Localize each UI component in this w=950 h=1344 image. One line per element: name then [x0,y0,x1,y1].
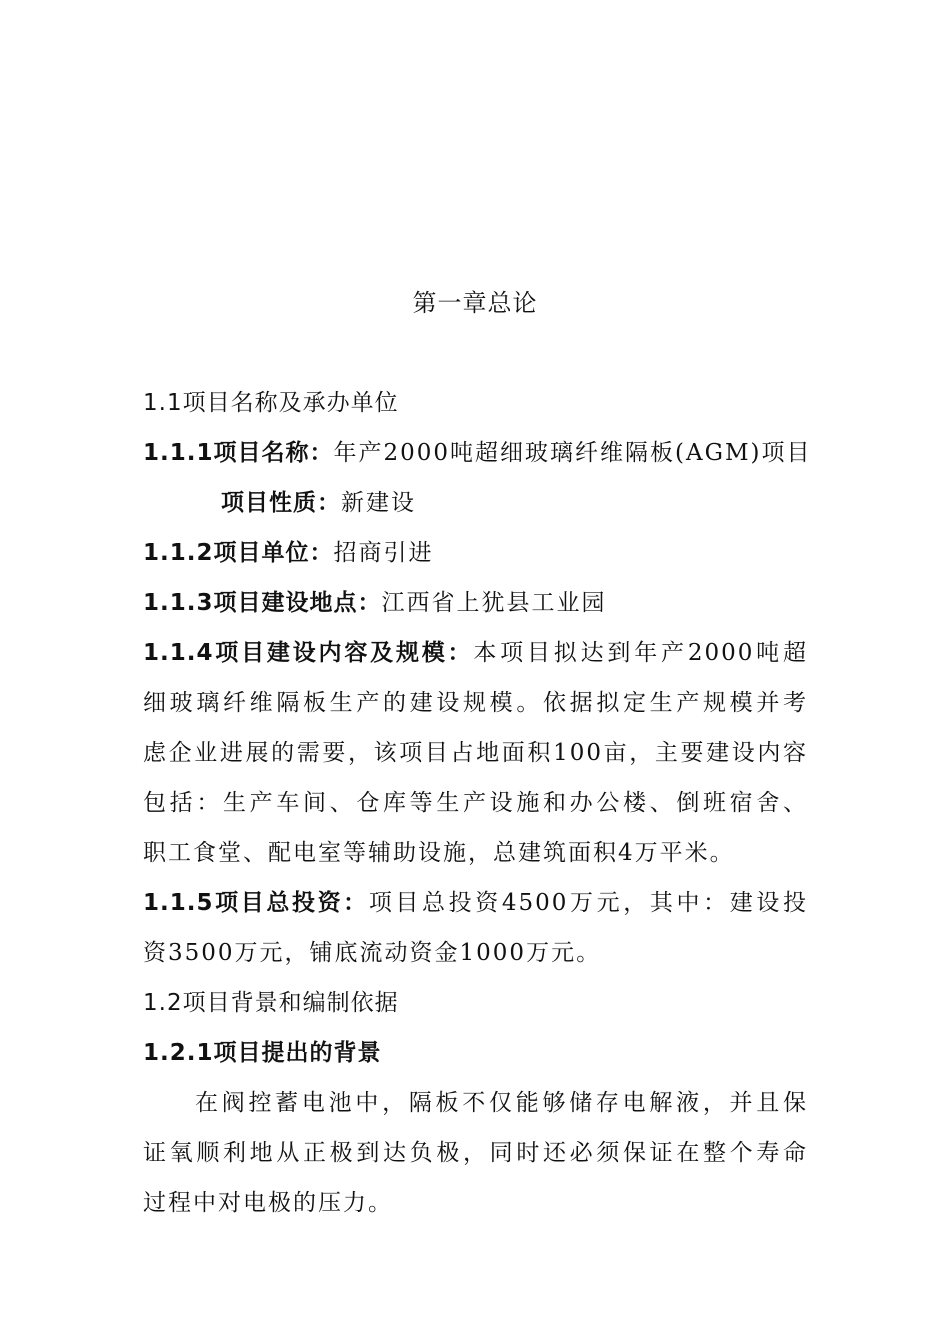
item-project-investment [143,878,808,928]
section-heading-1-1: 1.1项目名称及承办单位 [143,390,399,416]
item-label: 1.1.3项目建设地点： [143,590,382,616]
paragraph-line: 本项目拟达到年产2000吨超 [473,640,808,666]
item-label: 项目性质： [221,490,341,516]
chapter-title: 第一章总论 [412,289,538,317]
item-project-unit [143,528,808,578]
item-label: 1.1.1项目名称： [143,440,334,466]
item-project-nature [143,478,808,528]
item-value: 新建设 [341,490,416,516]
paragraph-line: 职工食堂、配电室等辅助设施，总建筑面积4万平米。 [143,840,735,866]
paragraph-line: 在阀控蓄电池中，隔板不仅能够储存电解液，并且保 [195,1090,808,1116]
paragraph-line: 细玻璃纤维隔板生产的建设规模。依据拟定生产规模并考 [143,690,808,716]
item-label: 1.1.4项目建设内容及规模： [143,640,474,666]
section-heading-1-2: 1.2项目背景和编制依据 [143,990,399,1016]
item-label: 1.1.2项目单位： [143,540,334,566]
paragraph-line: 项目总投资4500万元，其中：建设投 [368,890,808,916]
item-project-location [143,578,808,628]
paragraph-line: 证氧顺利地从正极到达负极，同时还必须保证在整个寿命 [143,1140,808,1166]
item-project-scale [143,628,808,678]
paragraph-line: 包括：生产车间、仓库等生产设施和办公楼、倒班宿舍、 [143,790,808,816]
paragraph-line: 过程中对电极的压力。 [143,1190,393,1216]
item-project-name [143,428,812,478]
item-label: 1.1.5项目总投资： [143,890,369,916]
item-value: 江西省上犹县工业园 [381,590,607,616]
sub-heading-1-2-1: 1.2.1项目提出的背景 [143,1040,382,1066]
paragraph-line: 资3500万元，铺底流动资金1000万元。 [143,940,602,966]
item-value: 年产2000吨超细玻璃纤维隔板(AGM)项目 [333,440,812,466]
item-value: 招商引进 [333,540,434,566]
document-body [143,378,812,1228]
paragraph-line: 虑企业进展的需要，该项目占地面积100亩，主要建设内容 [143,740,808,766]
